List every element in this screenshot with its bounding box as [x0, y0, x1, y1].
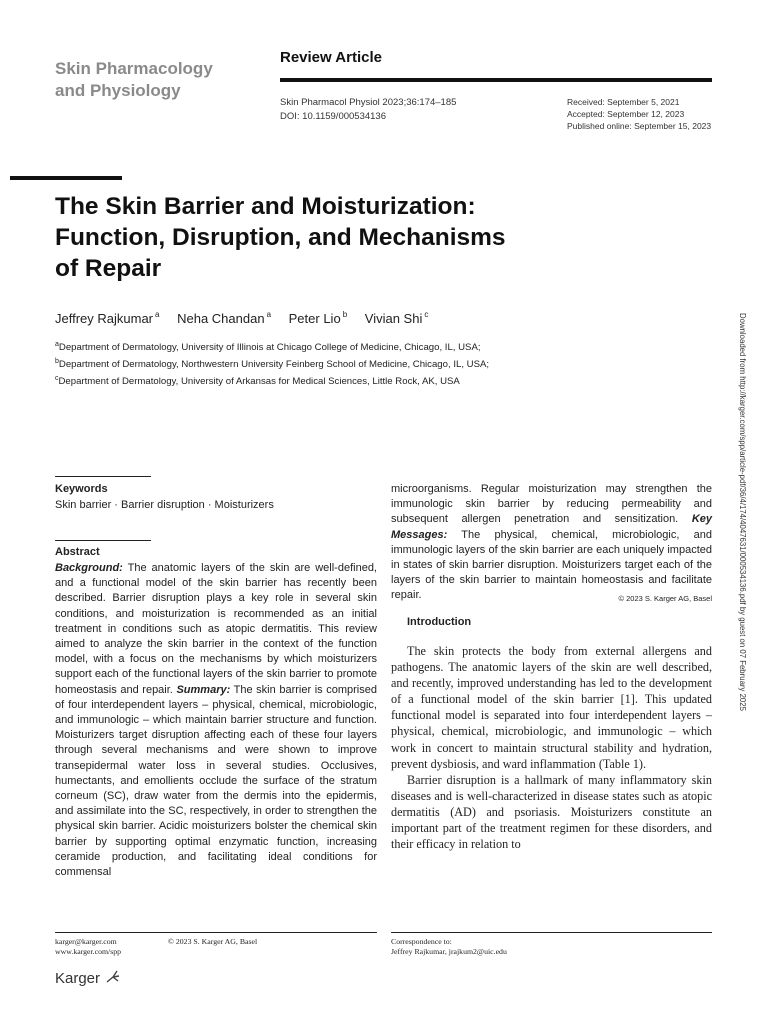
introduction-body: [391, 643, 712, 852]
karger-logo: Karger: [55, 970, 101, 987]
keywords-rule: [55, 476, 151, 477]
affiliation: [55, 355, 489, 372]
footer-rule: [55, 932, 377, 933]
affil-text: Department of Dermatology, Northwestern University Feinberg School of Medicine, Chicago, IL, USA;: [58, 359, 490, 371]
affil-mark: b: [55, 358, 59, 366]
keywords-heading: Keywords: [55, 483, 108, 495]
introduction-heading: Introduction: [407, 616, 472, 628]
article-title: [55, 191, 615, 284]
affiliations: [55, 338, 489, 390]
author-affil-mark: a: [155, 310, 160, 319]
affiliation: [55, 338, 489, 355]
citation: Skin Pharmacol Physiol 2023;36:174–185: [280, 97, 457, 108]
journal-name-line1: Skin Pharmacology: [55, 59, 213, 78]
correspondence-contact[interactable]: Jeffrey Rajkumar, jrajkum2@uic.edu: [391, 947, 507, 956]
key-messages-text: The physical, chemical, microbiologic, and immunologic layers of the skin barrier are each uniquely impacted in states of skin barrier disruption. Moisturizers target each of the layers of the skin barrier to maintain homeostasis and facilitate repair.: [391, 528, 712, 602]
abstract-body: [55, 561, 377, 880]
accepted-date: Accepted: September 12, 2023: [567, 109, 685, 119]
journal-name-line2: and Physiology: [55, 81, 181, 100]
author[interactable]: [289, 311, 348, 326]
abstract-copyright: © 2023 S. Karger AG, Basel: [618, 594, 712, 604]
correspondence: [391, 937, 507, 957]
affil-text: Department of Dermatology, University of Arkansas for Medical Sciences, Little Rock, AK, USA: [58, 376, 460, 388]
publisher-email[interactable]: karger@karger.com: [55, 937, 117, 946]
correspondence-label: Correspondence to:: [391, 937, 452, 946]
summary-label: Summary:: [176, 683, 231, 696]
affil-mark: a: [55, 341, 59, 348]
title-line-1: The Skin Barrier and Moisturization:: [55, 193, 476, 220]
title-line-2: Function, Disruption, and Mechanisms: [55, 224, 506, 251]
background-label: Background:: [55, 562, 123, 574]
title-rule: [10, 176, 122, 180]
journal-name: [55, 58, 265, 102]
summary-text: The skin barrier is comprised of four interdependent layers – physical, chemical, microbiologic, and immunologic – which maintain barrier structure and function. Moisturizers target disruption affecting each of these four layers through several mechanisms and were shown to improve transepidermal water loss in several studies. Occlusives, humectants, and emollients occlude the surface of the stratum corneum (SC), draw water from the dermis into the epidermis, and assimilate into the SC, respectively, in order to strengthen the physical skin barrier. Acidic moisturizers bolster the chemical skin barrier by supporting optimal enzymatic function, increasing ceramide production, and facilitating ideal conditions for commensal: [55, 683, 377, 879]
download-note-text: Downloaded from http://karger.com/spp/article-pdf/36/4/174/4047631/000534136.pdf by guest on 07 February 2025: [738, 313, 747, 711]
journal-website[interactable]: www.karger.com/spp: [55, 947, 122, 956]
received-date: Received: September 5, 2021: [567, 97, 680, 107]
author[interactable]: [365, 311, 429, 326]
download-note: [735, 313, 749, 713]
abstract-rule: [55, 540, 151, 541]
author-affil-mark: a: [266, 310, 272, 319]
footer-contact: [55, 937, 121, 957]
author-affil-mark: c: [424, 310, 429, 319]
author-name: Vivian Shi: [364, 311, 423, 326]
background-text: The anatomic layers of the skin are well-defined, and a functional model of the skin barrier has recently been described. Barrier disruption plays a key role in several skin conditions, and moisturization is recommended as an initial treatment in conditions such as atopic dermatitis. This review aimed to analyze the skin barrier in the context of the function model, with a focus on the mechanisms by which moisturizers support each of the functional layers of the skin barrier to promote homeostasis and repair.: [55, 562, 377, 696]
author-affil-mark: b: [342, 310, 348, 319]
author-name: Peter Lio: [288, 311, 341, 326]
abstract-continued: [391, 482, 712, 607]
author[interactable]: [177, 311, 271, 326]
title-line-3: of Repair: [55, 255, 162, 282]
intro-paragraph: Barrier disruption is a hallmark of many inflammatory skin diseases and is well-characterized in disease states such as atopic dermatitis (AD) and psoriasis. Moisturizers constitute an important part of the treatment regimen for these disorders, and their efficacy in relation to: [391, 772, 712, 852]
keywords-text: Skin barrier · Barrier disruption · Moisturizers: [55, 499, 274, 511]
author[interactable]: [55, 311, 159, 326]
abstract-continued-text: microorganisms. Regular moisturization may strengthen the immunologic skin barrier by reducing permeability and subsequent allergen penetration and sensitization.: [391, 483, 712, 526]
affil-mark: c: [55, 375, 59, 383]
footer-copyright: © 2023 S. Karger AG, Basel: [168, 937, 258, 946]
abstract-heading: Abstract: [55, 546, 100, 558]
footer-rule: [391, 932, 712, 933]
doi-link[interactable]: DOI: 10.1159/000534136: [280, 111, 386, 122]
citation-block: [280, 96, 456, 124]
affil-text: Department of Dermatology, University of Illinois at Chicago College of Medicine, Chicago, IL, USA;: [58, 342, 481, 354]
key-messages-label: Key Messages:: [391, 513, 712, 541]
karger-logo-icon: [104, 968, 122, 986]
author-list: [55, 311, 442, 326]
article-type: Review Article: [280, 49, 382, 66]
header-rule: [280, 78, 712, 82]
dates-block: [567, 96, 711, 132]
affiliation: [55, 372, 489, 389]
published-date: Published online: September 15, 2023: [567, 121, 712, 131]
author-name: Jeffrey Rajkumar: [55, 311, 154, 326]
author-name: Neha Chandan: [177, 311, 265, 326]
intro-paragraph: The skin protects the body from external allergens and pathogens. The anatomic layers of the skin are well described, and recently, improved understanding has led to the development of a functional model of the skin barrier [1]. This updated functional model is separated into four interdependent layers – physical, chemical, microbiologic, and immunologic – which work in concert to maintain structural stability and hydration, prevent dysbiosis, and ward inflammation (Table 1).: [391, 644, 712, 771]
